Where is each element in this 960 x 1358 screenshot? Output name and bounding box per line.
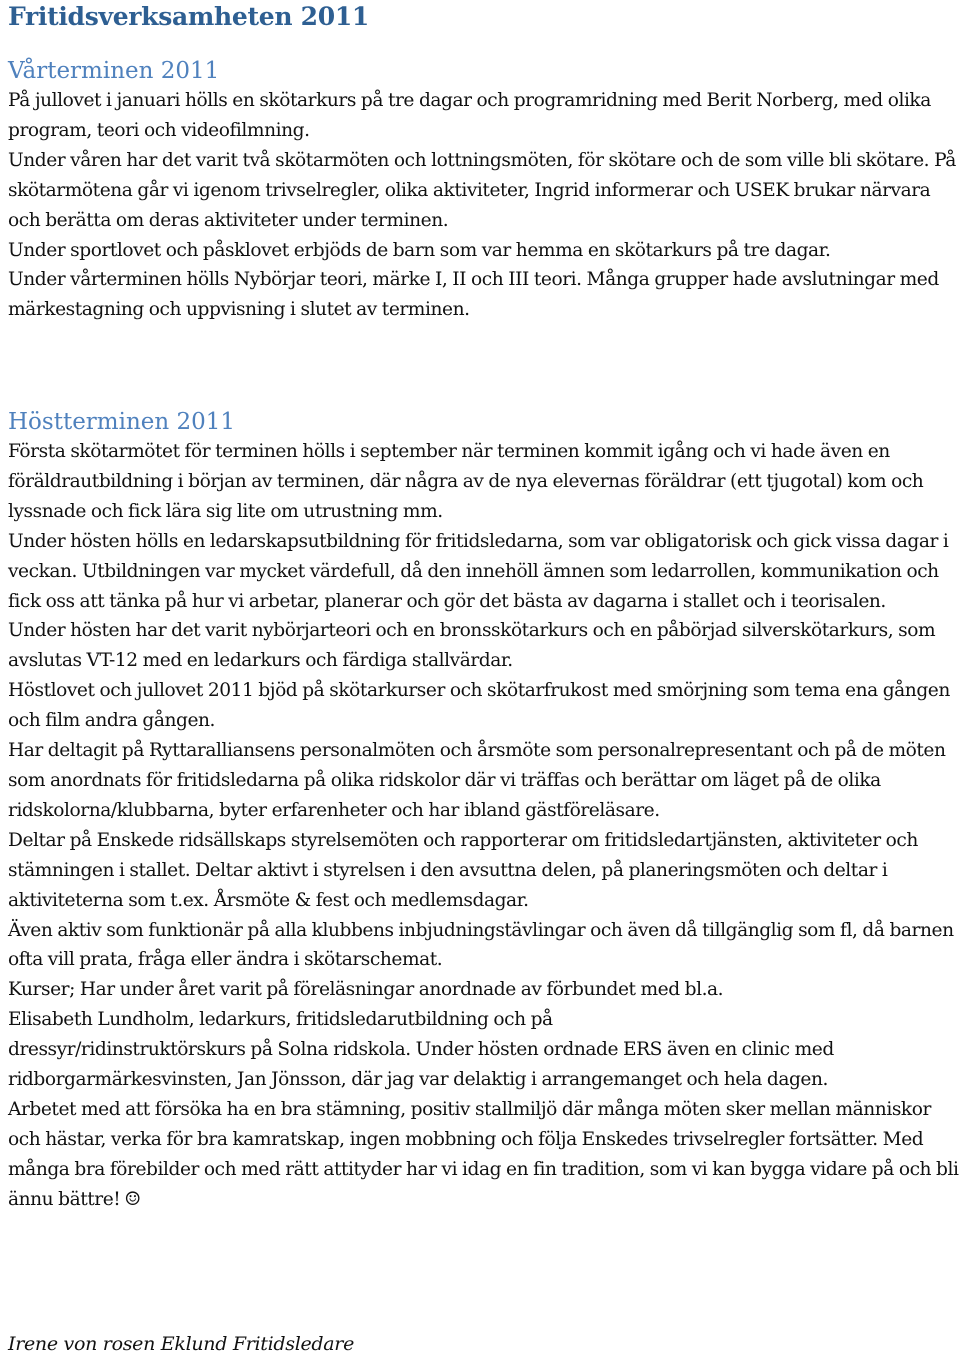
paragraph	[8, 1095, 960, 1215]
paragraph: dressyr/ridinstruktörskurs på Solna ridskola. Under hösten ordnade ERS även en clinic med ridborgarmärkesvinsten, Jan Jönsson, där jag var delaktig i arrangemanget och hela dagen.	[8, 1039, 834, 1091]
section-body-spring	[8, 86, 960, 325]
paragraph: Deltar på Enskede ridsällskaps styrelsemöten och rapporterar om fritidsledartjänsten, aktiviteter och stämningen i stallet. Deltar aktivt i styrelsen i den avsuttna delen, på planeringsmöten och deltar i aktiviteterna som t.ex. Årsmöte & fest och medlemsdagar.	[8, 829, 918, 911]
paragraph: Första skötarmötet för terminen hölls i september när terminen kommit igång och vi hade även en föräldrautbildning i början av terminen, där några av de nya elevernas föräldrar (ett tjugotal) kom och lyssnade och fick lära sig lite om utrustning mm.	[8, 441, 924, 522]
paragraph-text: Arbetet med att försöka ha en bra stämning, positiv stallmiljö där många möten sker mellan människor och hästar, verka för bra kamratskap, ingen mobbning och följa Enskedes trivselregler fortsätter. Med många bra förebilder och med rätt attityder har vi idag en fin tradition, som vi kan bygga vidare på och bli ännu bättre!	[8, 1098, 959, 1210]
page-title: Fritidsverksamheten 2011	[8, 2, 370, 31]
paragraph: Har deltagit på Ryttaralliansens personalmöten och årsmöte som personalrepresentant och på de möten som anordnats för fritidsledarna på olika ridskolor där vi träffas och berättar om läget på de olika ridskolorna/klubbarna, byter erfarenheter och har ibland gästföreläsare.	[8, 740, 946, 821]
smiley-icon: ☺	[124, 1188, 141, 1210]
paragraph: Under vårterminen hölls Nybörjar teori, märke I, II och III teori. Många grupper hade avslutningar med märkestagning och uppvisning i slutet av terminen.	[8, 269, 939, 321]
paragraph: Under våren har det varit två skötarmöten och lottningsmöten, för skötare och de som ville bli skötare. På skötarmötena går vi igenom trivselregler, olika aktiviteter, Ingrid informerar och USEK brukar närvara och berätta om deras aktiviteter under terminen.	[8, 149, 956, 231]
signature: Irene von rosen Eklund Fritidsledare	[8, 1333, 355, 1355]
section-heading-autumn: Höstterminen 2011	[8, 409, 236, 435]
paragraph: Under hösten har det varit nybörjarteori och en bronsskötarkurs och en påbörjad silverskötarkurs, som avslutas VT-12 med en ledarkurs och färdiga stallvärdar.	[8, 620, 936, 672]
paragraph: Under sportlovet och påsklovet erbjöds de barn som var hemma en skötarkurs på tre dagar.	[8, 239, 831, 261]
section-heading-spring: Vårterminen 2011	[8, 58, 220, 84]
paragraph: Höstlovet och jullovet 2011 bjöd på skötarkurser och skötarfrukost med smörjning som tema ena gången och film andra gången.	[8, 680, 950, 732]
paragraph: På jullovet i januari hölls en skötarkurs på tre dagar och programridning med Berit Norberg, med olika program, teori och videofilmning.	[8, 90, 931, 141]
paragraph: Kurser; Har under året varit på föreläsningar anordnade av förbundet med bl.a.	[8, 979, 724, 1001]
paragraph: Elisabeth Lundholm, ledarkurs, fritidsledarutbildning och på	[8, 1009, 553, 1031]
section-body-autumn	[8, 437, 960, 1215]
paragraph: Under hösten hölls en ledarskapsutbildning för fritidsledarna, som var obligatorisk och gick vissa dagar i veckan. Utbildningen var mycket värdefull, då den innehöll ämnen som ledarrollen, kommunikation och fick oss att tänka på hur vi arbetar, planerar och gör det bästa av dagarna i stallet och i teorisalen.	[8, 530, 949, 612]
paragraph: Även aktiv som funktionär på alla klubbens inbjudningstävlingar och även då tillgänglig som fl, då barnen ofta vill prata, fråga eller ändra i skötarschemat.	[8, 919, 954, 971]
